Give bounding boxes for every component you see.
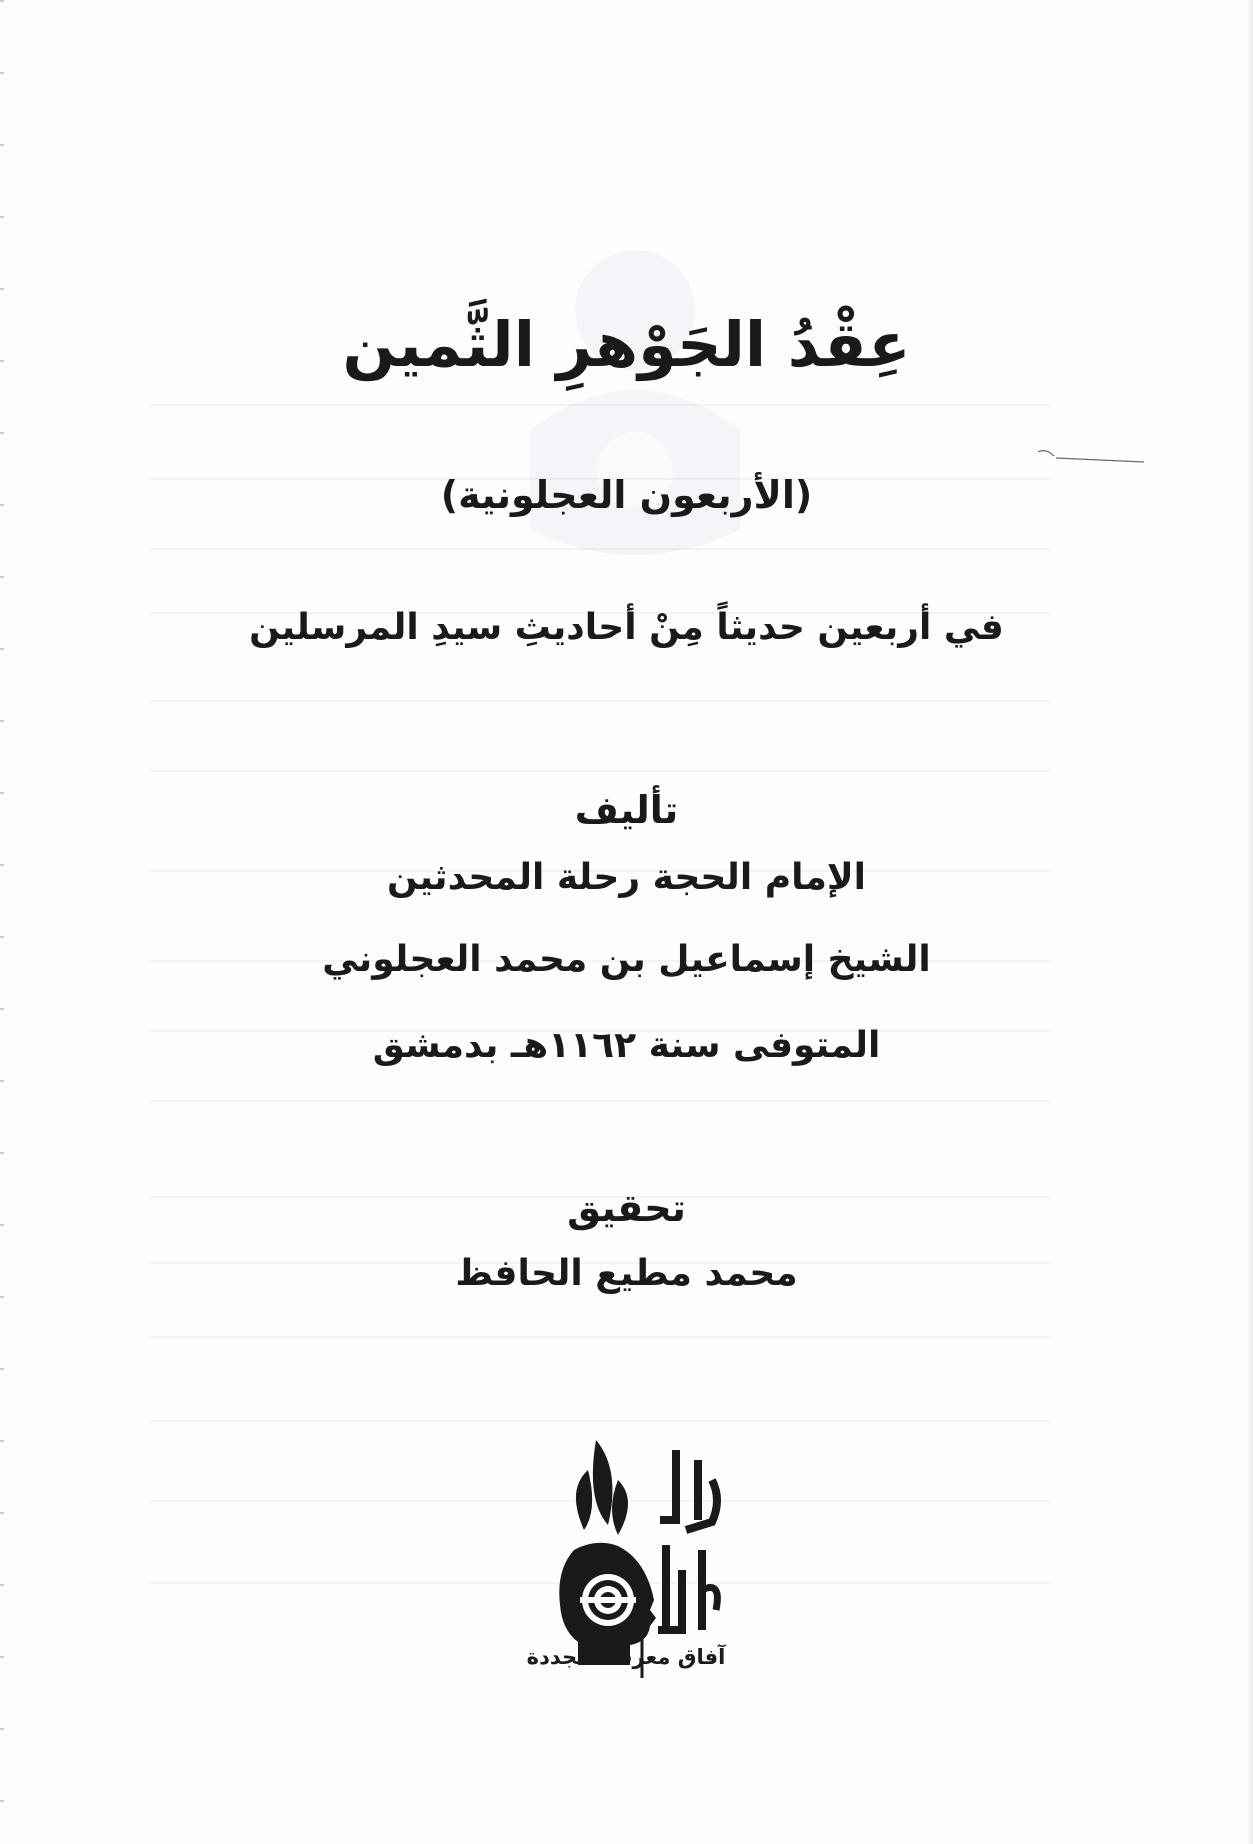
editor-label: تحقيق xyxy=(567,1186,686,1230)
bleed-through-line xyxy=(150,1420,1050,1422)
author-epithet: الإمام الحجة رحلة المحدثين xyxy=(386,857,867,898)
author-label: تأليف xyxy=(574,788,679,832)
bleed-through-watermark-icon xyxy=(470,200,800,590)
stray-pen-mark-icon xyxy=(1036,440,1146,470)
book-title: عِقْدُ الجَوْهرِ الثَّمين xyxy=(342,308,911,381)
bleed-through-line xyxy=(150,700,1050,702)
page-edge-right xyxy=(1247,0,1253,1844)
bleed-through-line xyxy=(150,770,1050,772)
publisher-tagline: آفاق معرفة متجددة xyxy=(526,1645,726,1669)
bleed-through-line xyxy=(150,548,1050,550)
page-edge-left xyxy=(0,0,4,1844)
bleed-through-line xyxy=(150,404,1050,406)
book-description: في أربعين حديثاً مِنْ أحاديثِ سيدِ المرسلين xyxy=(249,607,1004,648)
author-name: الشيخ إسماعيل بن محمد العجلوني xyxy=(322,939,931,980)
bleed-through-line xyxy=(150,1336,1050,1338)
author-death-note: المتوفى سنة ١١٦٢هـ بدمشق xyxy=(372,1025,881,1066)
book-subtitle: (الأربعون العجلونية) xyxy=(440,473,813,517)
bleed-through-line xyxy=(150,1100,1050,1102)
editor-name: محمد مطيع الحافظ xyxy=(455,1253,798,1294)
